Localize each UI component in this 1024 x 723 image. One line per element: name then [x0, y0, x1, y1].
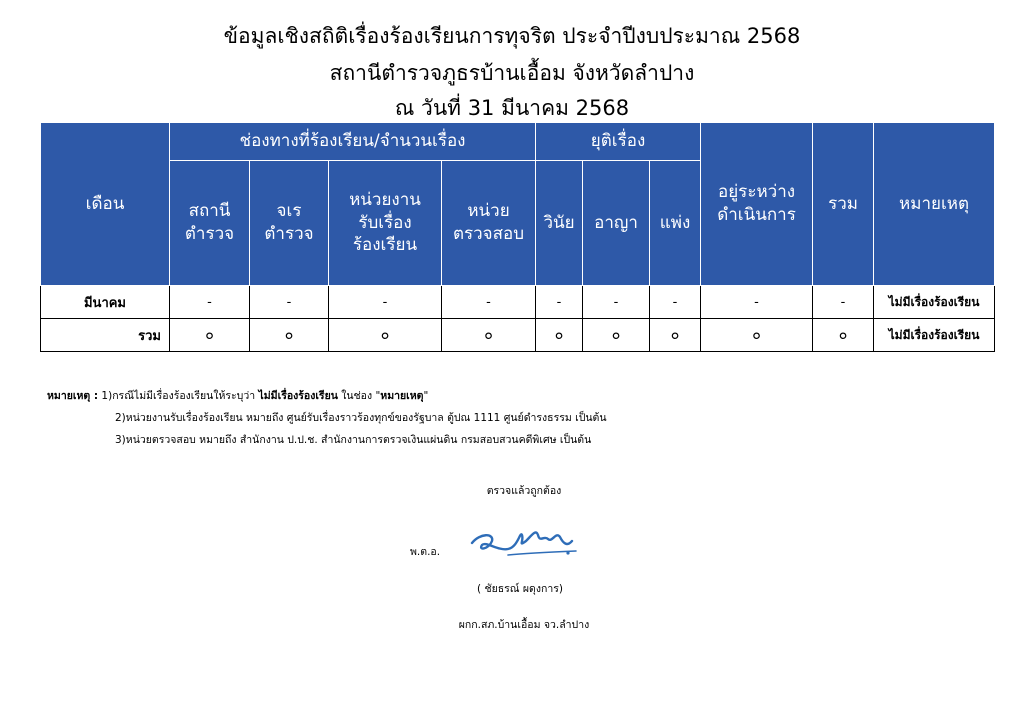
- table-cell: -: [813, 286, 874, 319]
- note-text: 1)กรณีไม่มีเรื่องร้องเรียนให้ระบุว่า: [101, 390, 259, 402]
- signer-rank: พ.ต.อ.: [410, 546, 441, 558]
- row-label: รวม: [41, 319, 170, 352]
- note-emphasis: หมายเหตุ: [380, 390, 424, 402]
- table-cell: -: [442, 286, 536, 319]
- table-cell: ๐: [650, 319, 701, 352]
- in-progress-header: [701, 123, 813, 286]
- table-cell: ๐: [170, 319, 250, 352]
- header-line: จเร: [276, 201, 302, 222]
- header-line: รับเรื่อง: [358, 212, 412, 233]
- channel-header-inspector: [250, 161, 329, 286]
- note-text: ในช่อง ": [337, 390, 381, 402]
- signer-position: ผกก.สภ.บ้านเอื้อม จว.ลำปาง: [458, 619, 590, 631]
- notes-label: หมายเหตุ :: [47, 390, 99, 402]
- table-cell: -: [329, 286, 442, 319]
- table-cell: ๐: [536, 319, 583, 352]
- table-row-march: [41, 286, 995, 319]
- table-cell: ๐: [329, 319, 442, 352]
- report-title-line-1: ข้อมูลเชิงสถิติเรื่องร้องเรียนการทุจริต ประจำปีงบประมาณ 2568: [223, 24, 801, 48]
- report-title-line-2: สถานีตำรวจภูธรบ้านเอื้อม จังหวัดลำปาง: [329, 61, 695, 85]
- handwritten-signature: [468, 521, 580, 561]
- resolved-group-header: ยุติเรื่อง: [536, 123, 701, 161]
- header-line: หน่วย: [467, 201, 510, 222]
- channels-group-header: ช่องทางที่ร้องเรียน/จำนวนเรื่อง: [170, 123, 536, 161]
- resolved-header-criminal: อาญา: [583, 161, 650, 286]
- table-cell: -: [170, 286, 250, 319]
- remark-header: หมายเหตุ: [874, 123, 995, 286]
- row-label: มีนาคม: [41, 286, 170, 319]
- channel-header-agency: [329, 161, 442, 286]
- notes-section: [47, 387, 607, 453]
- header-line: ร้องเรียน: [352, 235, 418, 256]
- note-3: 3)หน่วยตรวจสอบ หมายถึง สำนักงาน ป.ป.ช. สำนักงานการตรวจเงินแผ่นดิน กรมสอบสวนคดีพิเศษ เป็นต้น: [115, 434, 592, 446]
- table-cell: -: [701, 286, 813, 319]
- signer-name: ( ชัยธรณ์ ผดุงการ): [477, 583, 563, 595]
- total-header: รวม: [813, 123, 874, 286]
- row-remark: ไม่มีเรื่องร้องเรียน: [874, 319, 995, 352]
- table-cell: ๐: [250, 319, 329, 352]
- report-title-line-3: ณ วันที่ 31 มีนาคม 2568: [394, 96, 630, 120]
- header-line: ตำรวจ: [184, 224, 235, 244]
- table-cell: -: [250, 286, 329, 319]
- resolved-header-civil: แพ่ง: [650, 161, 701, 286]
- in-progress-line-1: อยู่ระหว่าง: [718, 182, 796, 203]
- row-remark: ไม่มีเรื่องร้องเรียน: [874, 286, 995, 319]
- table-cell: ๐: [701, 319, 813, 352]
- table-cell: ๐: [583, 319, 650, 352]
- header-row-1: [41, 123, 995, 161]
- note-1: [47, 387, 607, 409]
- header-line: ตรวจสอบ: [452, 224, 525, 244]
- channel-header-audit: [442, 161, 536, 286]
- complaint-statistics-table: [40, 122, 995, 352]
- table-cell: -: [583, 286, 650, 319]
- table-cell: -: [650, 286, 701, 319]
- header-line: หน่วยงาน: [349, 189, 421, 210]
- resolved-header-discipline: วินัย: [536, 161, 583, 286]
- verified-text: ตรวจแล้วถูกต้อง: [486, 485, 562, 497]
- table-cell: ๐: [442, 319, 536, 352]
- note-2: 2)หน่วยงานรับเรื่องร้องเรียน หมายถึง ศูนย์รับเรื่องราวร้องทุกข์ของรัฐบาล ตู้ปณ 1111 ศูนย์ดำรงธรรม เป็นต้น: [115, 412, 607, 424]
- header-line: สถานี: [188, 201, 231, 222]
- header-line: ตำรวจ: [264, 224, 314, 244]
- in-progress-line-2: ดำเนินการ: [717, 205, 796, 225]
- channel-header-station: [170, 161, 250, 286]
- table-cell: ๐: [813, 319, 874, 352]
- table-row-total: [41, 319, 995, 352]
- month-header: เดือน: [41, 123, 170, 286]
- table-cell: -: [536, 286, 583, 319]
- note-emphasis: ไม่มีเรื่องร้องเรียน: [258, 390, 338, 402]
- note-text: ": [423, 390, 429, 402]
